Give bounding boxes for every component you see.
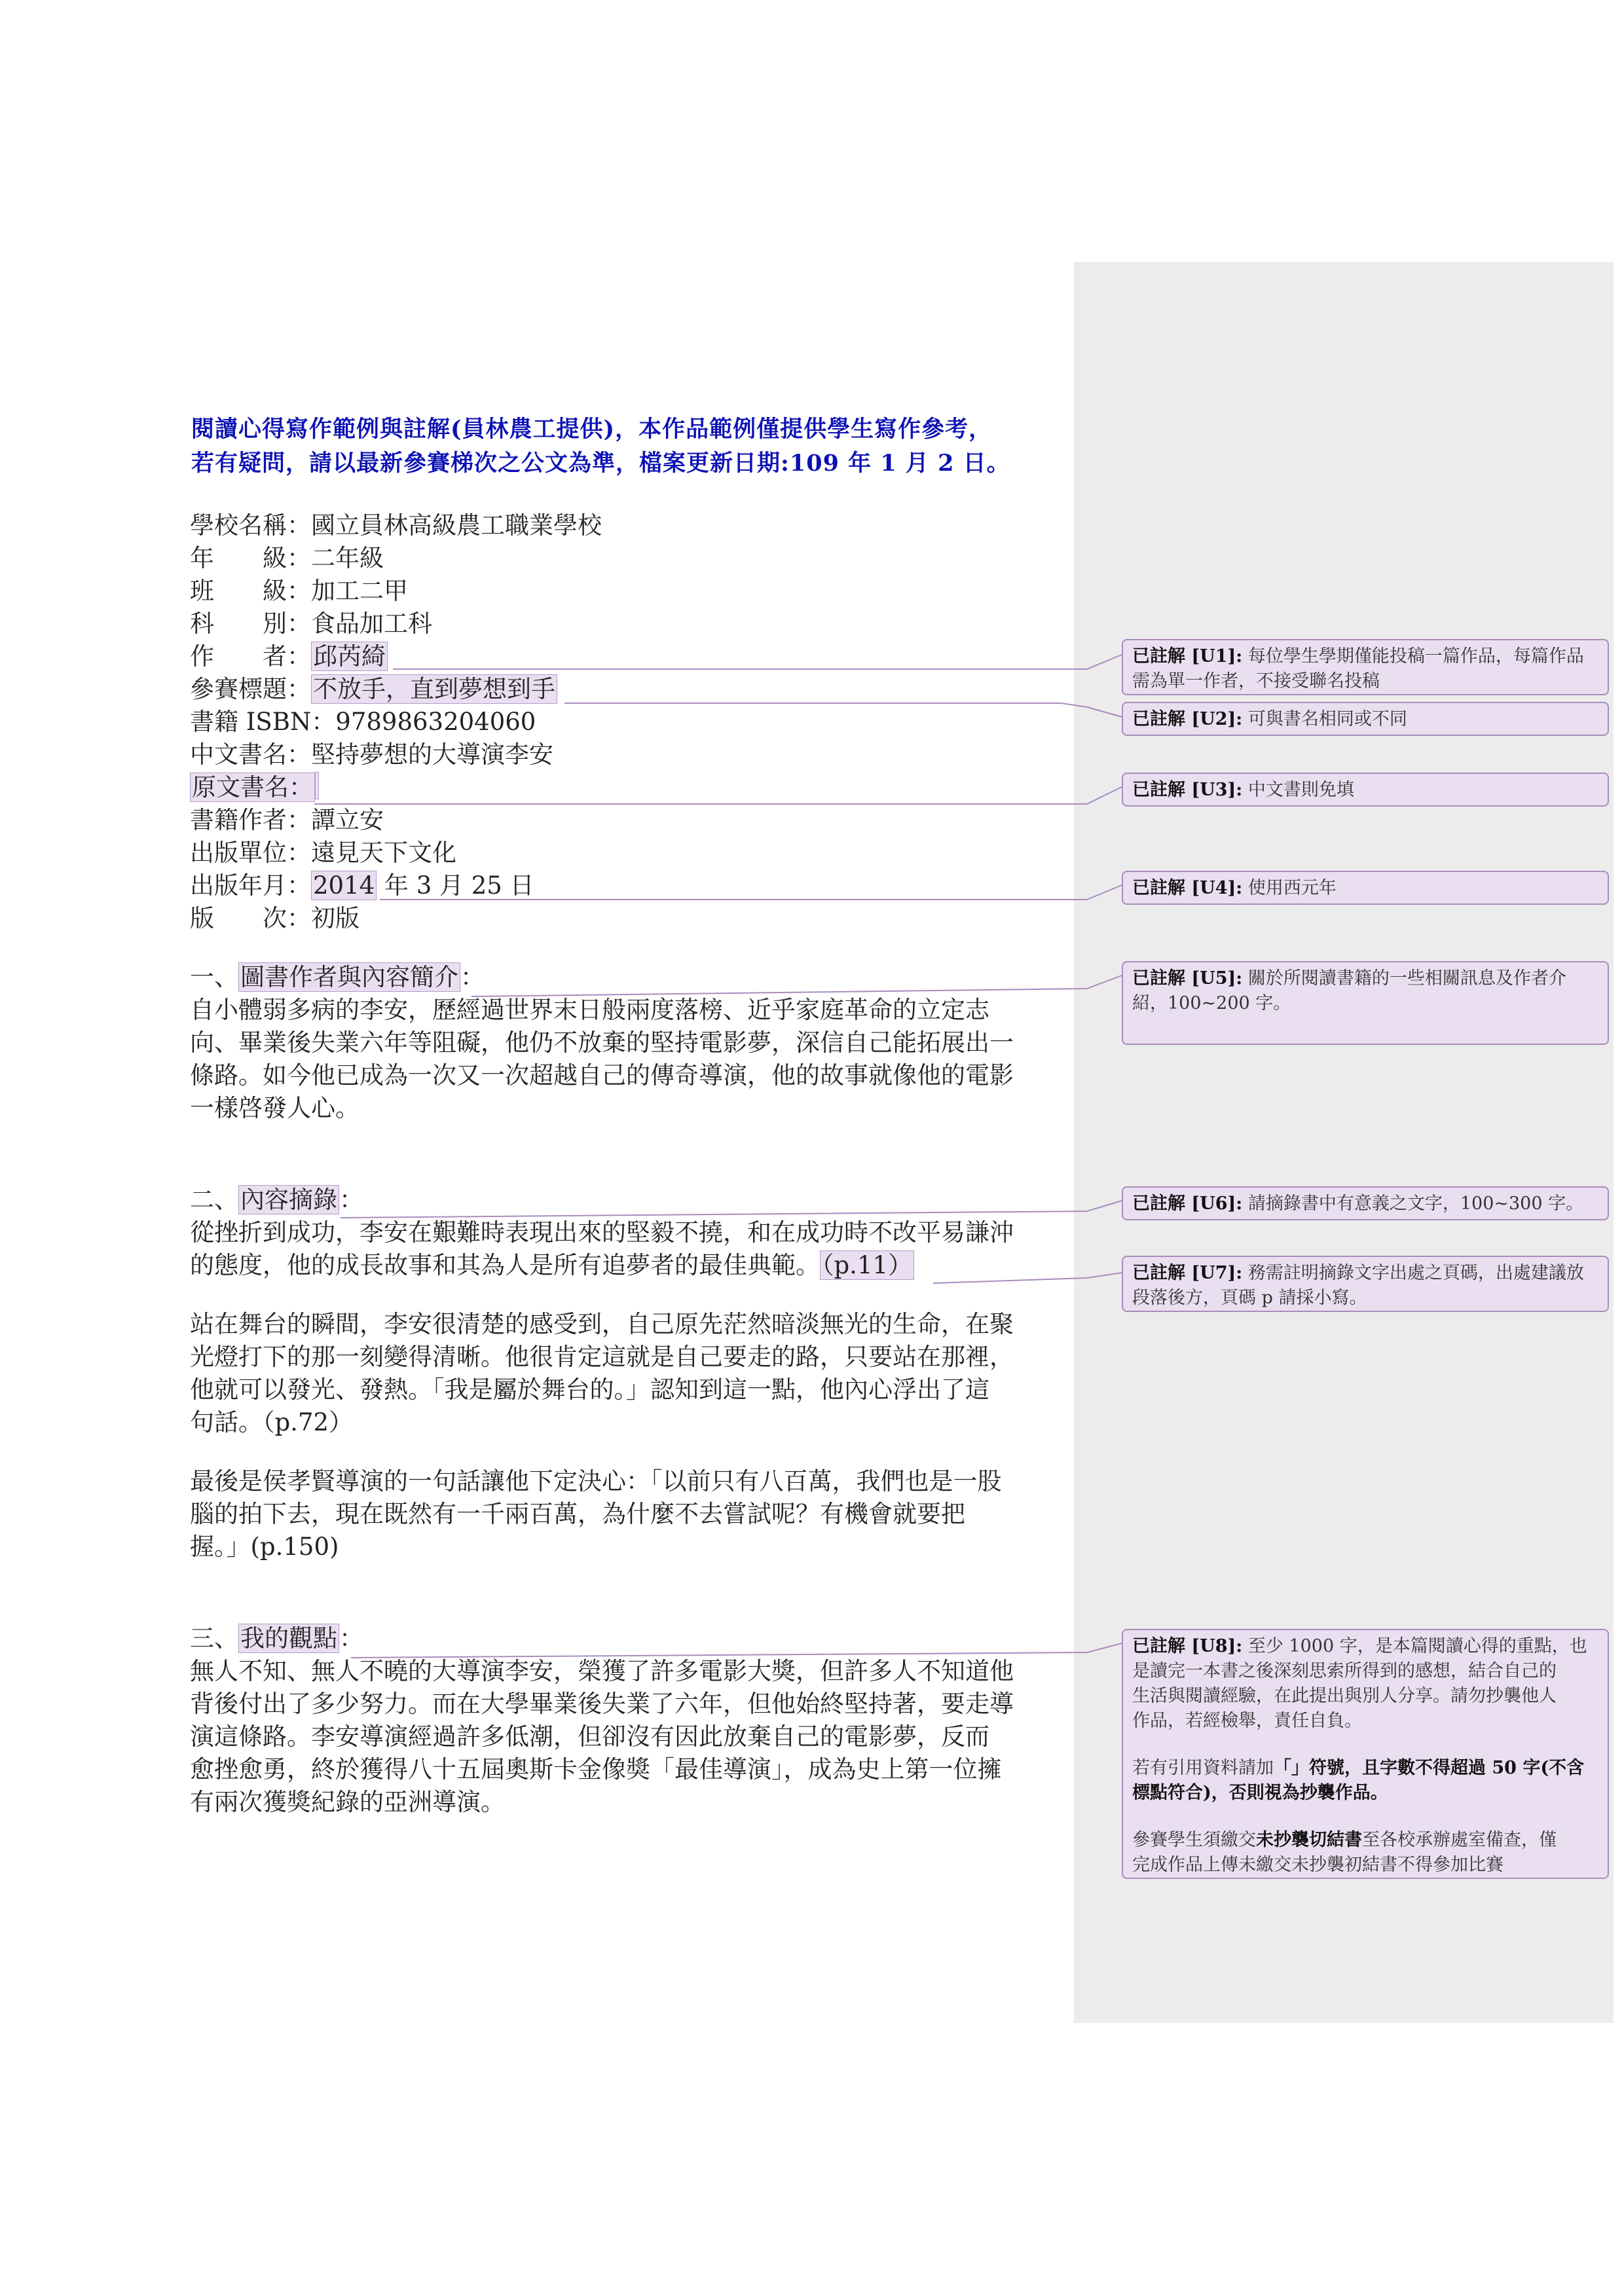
author-value[interactable]: 邱芮綺 [311,642,388,671]
comment-u6[interactable]: 已註解 [U6]: 請摘錄書中有意義之文字，100~300 字。 [1122,1186,1609,1220]
book-author-row: 書籍作者：譚立安 [190,806,384,834]
section3-line: 有兩次獲獎紀錄的亞洲導演。 [190,1788,505,1816]
section3 [190,1622,1067,1819]
orig-title-row [190,771,319,804]
section3-line: 無人不知、無人不曉的大導演李安，榮獲了許多電影大獎，但許多人不知道他 [190,1657,1014,1685]
comment-u5[interactable]: 已註解 [U5]: 關於所閱讀書籍的一些相關訊息及作者介 紹，100~200 字。 [1122,961,1609,1045]
dept-row: 科 別：食品加工科 [190,610,432,638]
excerpt3-line: 握。」(p.150) [190,1533,339,1561]
section1-heading: 一、圖書作者與內容簡介： [190,963,485,991]
leader-u2 [564,703,1122,717]
excerpt1-line: 從挫折到成功，李安在艱難時表現出來的堅毅不撓，和在成功時不改平易謙沖 [190,1218,1014,1247]
pub-year-value[interactable]: 2014 [311,871,377,900]
excerpt1-citation[interactable]: （p.11） [820,1250,914,1280]
section3-line: 愈挫愈勇，終於獲得八十五屆奧斯卡金像獎「最佳導演」，成為史上第一位擁 [190,1755,1002,1783]
dept-value: 食品加工科 [311,610,432,638]
excerpt3-line: 最後是侯孝賢導演的一句話讓他下定決心：「以前只有八百萬，我們也是一股 [190,1467,1002,1495]
class-value: 加工二甲 [311,577,408,605]
comment-u3[interactable]: 已註解 [U3]: 中文書則免填 [1122,773,1609,807]
excerpt2-line: 他就可以發光、發熱。「我是屬於舞台的。」認知到這一點，他內心浮出了這 [190,1376,989,1404]
section3-heading: 三、我的觀點： [190,1624,363,1652]
section3-line: 演這條路。李安導演經過許多低潮，但卻沒有因此放棄自己的電影夢，反而 [190,1722,989,1751]
isbn-row: 書籍 ISBN：9789863204060 [190,708,536,736]
section1 [190,961,1067,1125]
page-title-line1: 閱讀心得寫作範例與註解(員林農工提供)，本作品範例僅提供學生寫作參考， [191,416,993,443]
excerpt2-line: 站在舞台的瞬間，李安很清楚的感受到，自己原先茫然暗淡無光的生命，在聚 [190,1310,1014,1338]
publisher-value: 遠見天下文化 [311,839,456,867]
page-title-line2: 若有疑問，請以最新參賽梯次之公文為準，檔案更新日期:109 年 1 月 2 日。 [191,450,1010,477]
entry-title-row: 參賽標題：不放手，直到夢想到手 [190,673,557,706]
section3-line: 背後付出了多少努力。而在大學畢業後失業了六年，但他始終堅持著，要走導 [190,1690,1014,1718]
comment-u7[interactable]: 已註解 [U7]: 務需註明摘錄文字出處之頁碼，出處建議放 段落後方，頁碼 p 請採小寫。 [1122,1256,1609,1312]
grade-value: 二年級 [311,544,384,572]
section3-heading-text[interactable]: 我的觀點 [238,1624,339,1653]
author-row: 作 者：邱芮綺 [190,640,388,673]
section2-heading: 二、內容摘錄： [190,1186,363,1214]
school-value: 國立員林高級農工職業學校 [311,511,602,539]
comment-u8[interactable]: 已註解 [U8]: 至少 1000 字，是本篇閱讀心得的重點，也 是讀完一本書之後深刻思索所得到的感想，結合自己的 生活與閱讀經驗，在此提出與別人分享。請勿抄襲他人 作品，若經檢舉，責任自負。 若有引用資料請加「」符號，且字數不得超過 50 字(不含 標點符合)，否則視為抄襲作品。 參賽學生須繳交未抄襲切結書至各校承辦處室備查，僅 完成作品上傳未繳交未抄襲初結書不得參加比賽 [1122,1629,1609,1879]
grade-row: 年 級：二年級 [190,544,384,572]
pub-date-row: 出版年月：2014 年 3 月 25 日 [190,871,534,900]
section2-heading-text[interactable]: 內容摘錄 [238,1185,339,1214]
section1-line: 一樣啓發人心。 [190,1094,360,1122]
pub-date-rest: 年 3 月 25 日 [377,871,534,900]
school-row: 學校名稱：國立員林高級農工職業學校 [190,511,602,539]
excerpt2-line: 句話。（p.72） [190,1408,354,1436]
comment-u1[interactable]: 已註解 [U1]: 每位學生學期僅能投稿一篇作品，每篇作品 需為單一作者，不接受聯名投稿 [1122,639,1609,695]
section1-line: 條路。如今他已成為一次又一次超越自己的傳奇導演，他的故事就像他的電影 [190,1061,1014,1089]
leader-u1 [393,655,1122,669]
book-author-value: 譚立安 [311,806,384,834]
cn-title-row: 中文書名：堅持夢想的大導演李安 [190,740,553,769]
comment-u2[interactable]: 已註解 [U2]: 可與書名相同或不同 [1122,702,1609,736]
entry-title-value[interactable]: 不放手，直到夢想到手 [311,674,557,704]
cn-title-value: 堅持夢想的大導演李安 [311,740,553,769]
comment-u4[interactable]: 已註解 [U4]: 使用西元年 [1122,871,1609,905]
section1-line: 自小體弱多病的李安，歷經過世界末日般兩度落榜、近乎家庭革命的立定志 [190,996,989,1024]
excerpt2 [190,1308,1067,1439]
excerpt3 [190,1465,1067,1563]
isbn-value: 9789863204060 [335,708,536,736]
publisher-row: 出版單位：遠見天下文化 [190,839,456,867]
section1-line: 向、畢業後失業六年等阻礙，他仍不放棄的堅持電影夢，深信自己能拓展出一 [190,1029,1014,1057]
section2 [190,1184,1067,1282]
edition-row: 版 次：初版 [190,904,360,932]
orig-title-label[interactable]: 原文書名： [190,773,315,802]
class-row: 班 級：加工二甲 [190,577,408,605]
excerpt1-last: 的態度，他的成長故事和其為人是所有追夢者的最佳典範。（p.11） [190,1249,1067,1282]
orig-title-empty-value[interactable] [315,772,319,799]
leader-u3 [314,787,1122,804]
edition-value: 初版 [311,904,360,932]
excerpt3-line: 腦的拍下去，現在既然有一千兩百萬，為什麼不去嘗試呢？有機會就要把 [190,1500,965,1528]
excerpt2-line: 光燈打下的那一刻變得清晰。他很肯定這就是自己要走的路，只要站在那裡， [190,1343,1014,1371]
section1-heading-text[interactable]: 圖書作者與內容簡介 [238,962,460,992]
